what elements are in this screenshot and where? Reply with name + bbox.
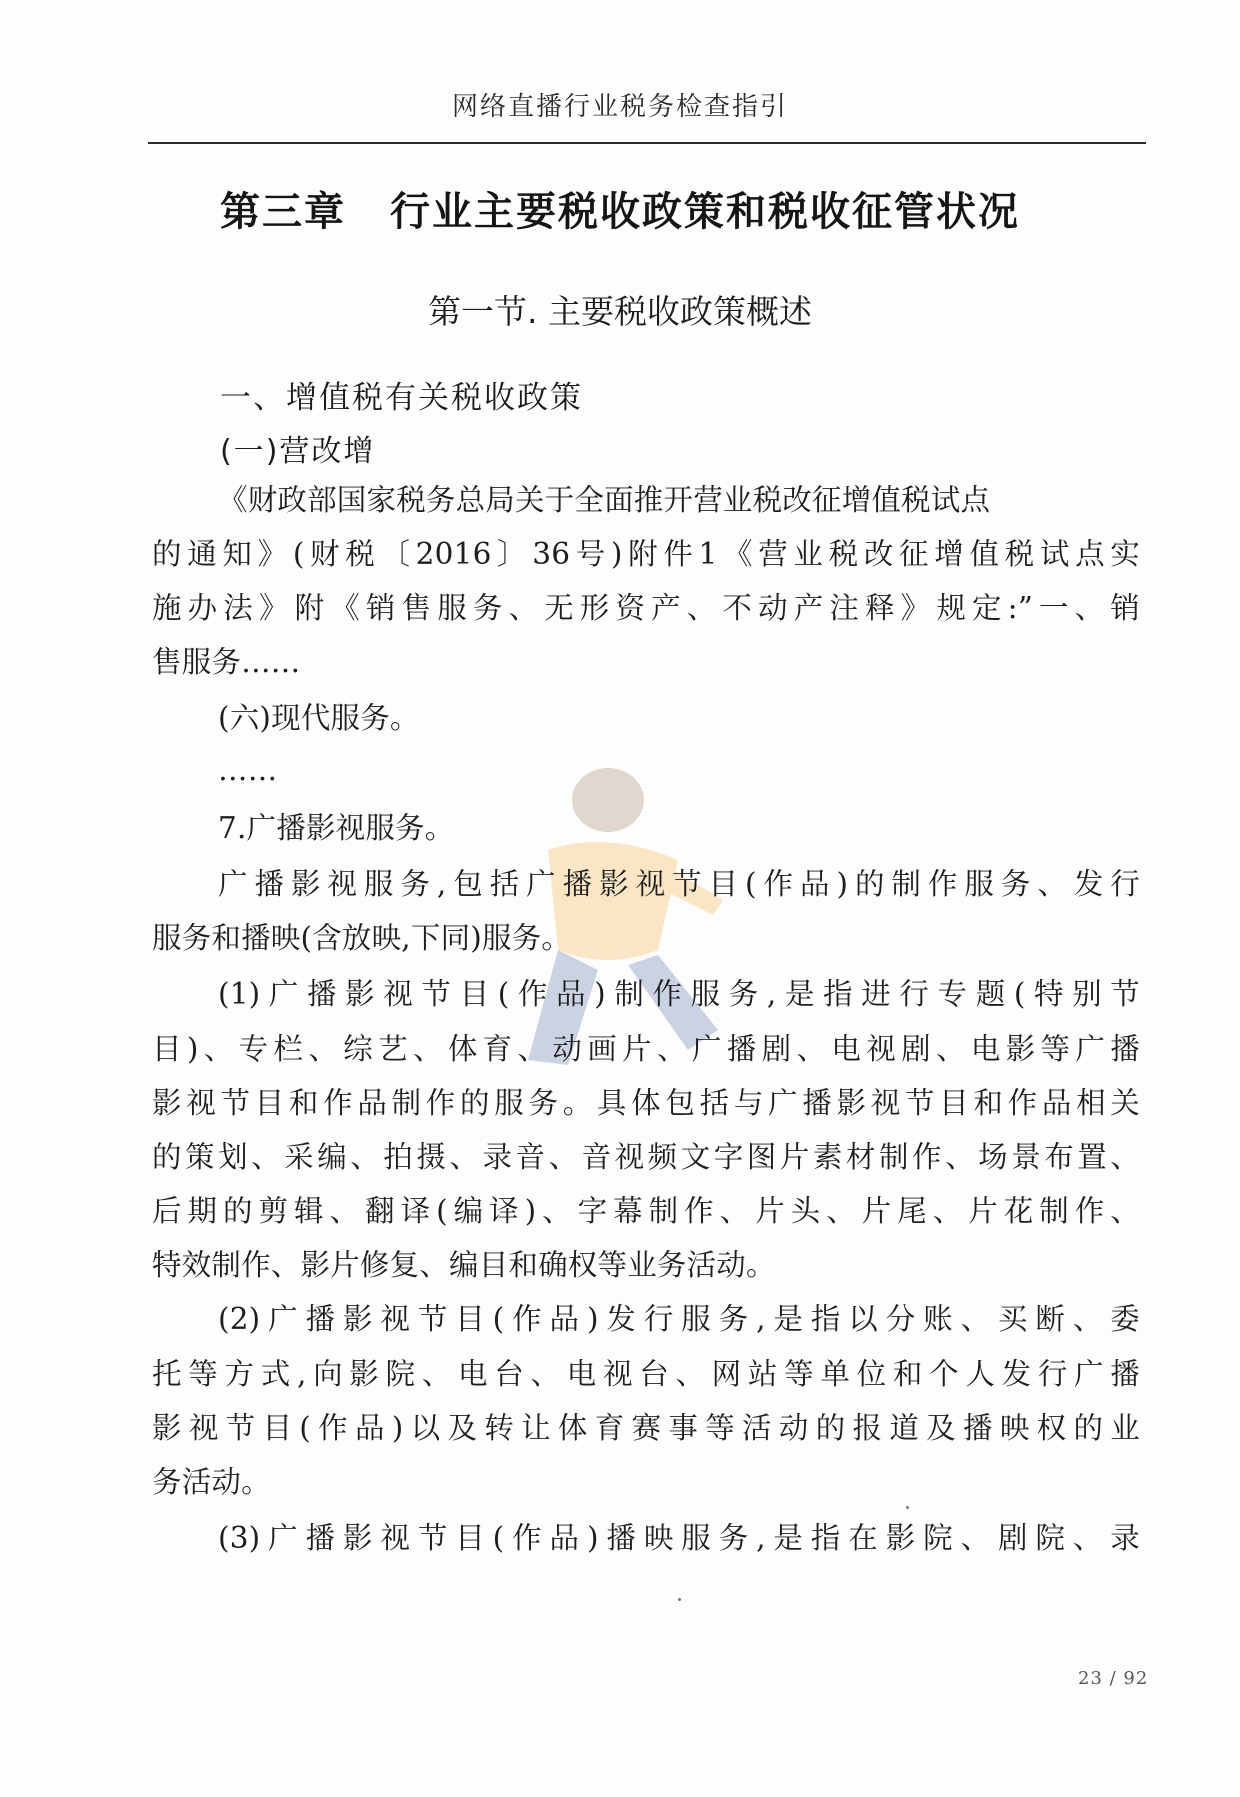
body-line-17: 托等方式,向影院、电台、电视台、网站等单位和个人发行广播 xyxy=(152,1357,1140,1391)
page-number: 23 / 92 xyxy=(1078,1668,1149,1689)
body-line-12: 影视节目和作品制作的服务。具体包括与广播影视节目和作品相关 xyxy=(152,1086,1140,1120)
body-line-7: 7.广播影视服务。 xyxy=(218,811,455,845)
body-line-15: 特效制作、影片修复、编目和确权等业务活动。 xyxy=(152,1248,776,1282)
body-line-4: 售服务…… xyxy=(152,645,301,679)
body-line-16: (2)广播影视节目(作品)发行服务,是指以分账、买断、委 xyxy=(218,1302,1140,1336)
body-line-18: 影视节目(作品)以及转让体育赛事等活动的报道及播映权的业 xyxy=(152,1411,1140,1445)
section-title: 第一节. 主要税收政策概述 xyxy=(428,292,812,331)
scan-speck xyxy=(906,1506,909,1509)
body-line-14: 后期的剪辑、翻译(编译)、字幕制作、片头、片尾、片花制作、 xyxy=(152,1194,1140,1228)
running-header: 网络直播行业税务检查指引 xyxy=(451,92,788,122)
body-line-9: 服务和播映(含放映,下同)服务。 xyxy=(152,921,572,955)
chapter-number: 第三章 xyxy=(220,188,346,235)
body-line-19: 务活动。 xyxy=(152,1465,271,1499)
header-rule xyxy=(148,142,1146,144)
heading-level-2: (一)营改增 xyxy=(220,434,376,469)
body-line-2: 的通知》(财税〔2016〕36号)附件1《营业税改征增值税试点实 xyxy=(152,537,1140,571)
chapter-title xyxy=(0,180,1240,237)
body-line-13: 的策划、采编、拍摄、录音、音视频文字图片素材制作、场景布置、 xyxy=(152,1140,1140,1174)
body-line-10: (1)广播影视节目(作品)制作服务,是指进行专题(特别节 xyxy=(218,977,1140,1011)
body-line-8: 广播影视服务,包括广播影视节目(作品)的制作服务、发行 xyxy=(218,867,1140,901)
body-line-5: (六)现代服务。 xyxy=(218,701,420,735)
body-line-11: 目)、专栏、综艺、体育、动画片、广播剧、电视剧、电影等广播 xyxy=(152,1032,1140,1066)
scan-speck xyxy=(678,1598,681,1601)
chapter-name: 行业主要税收政策和税收征管状况 xyxy=(390,188,1020,235)
body-line-20: (3)广播影视节目(作品)播映服务,是指在影院、剧院、录 xyxy=(218,1521,1140,1555)
heading-level-1: 一、增值税有关税收政策 xyxy=(220,380,583,416)
body-line-6: …… xyxy=(218,753,278,787)
body-line-3: 施办法》附《销售服务、无形资产、不动产注释》规定:”一、销 xyxy=(152,591,1140,625)
body-line-1: 《财政部国家税务总局关于全面推开营业税改征增值税试点 xyxy=(218,483,991,517)
